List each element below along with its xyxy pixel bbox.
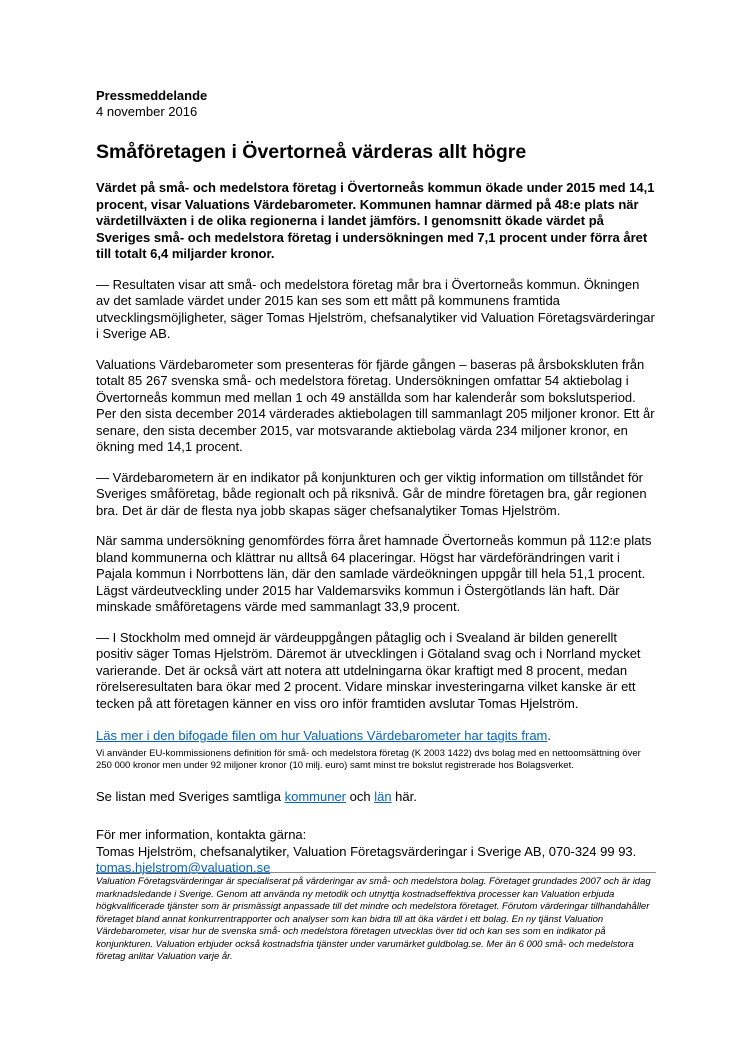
document-content — [96, 88, 656, 877]
paragraph-quote-1: — Resultaten visar att små- och medelstora företag mår bra i Övertorneås kommun. Ökningen av det samlade värdet under 2015 kan ses som ett mått på kommunens framtida utvecklingsmöjligheter, säger Tomas Hjelström, chefsanalytiker vid Valuation Företagsvärderingar i Sverige AB. — [96, 276, 655, 341]
counties-link[interactable]: län — [374, 788, 392, 804]
headline: Småföretagen i Övertorneå värderas allt högre — [96, 141, 527, 163]
paragraph-quote-3: — I Stockholm med omnejd är värdeuppgången påtaglig och i Svealand är bilden generellt positiv säger Tomas Hjelström. Däremot är utvecklingen i Götaland svag och i Norrland mycket varierande. Det är också värt att notera att utdelningarna ökar kraftigt med 8 procent, medan rörelseresultaten bara ökar med 2 procent. Vidare minskar investeringarna vilket kanske är ett tecken på att företagen känner en viss oro inför framtiden avslutar Tomas Hjelström. — [96, 629, 641, 711]
list-line-middle: och — [346, 788, 375, 804]
contact-block — [96, 827, 656, 877]
footer-divider — [96, 872, 656, 873]
list-line-prefix: Se listan med Sveriges samtliga — [96, 788, 285, 804]
footnote: Vi använder EU-kommissionens definition för små- och medelstora företag (K 2003 1422) dvs bolag med en nettoomsättning över 250 000 kronor men under 92 miljoner kronor (10 milj. euro) samt minst tre bokslut registrerade hos Bolagsverket. — [96, 747, 641, 771]
release-date: 4 november 2016 — [96, 104, 198, 119]
municipalities-link[interactable]: kommuner — [284, 788, 347, 804]
company-boilerplate: Valuation Företagsvärderingar är specialiserat på värderingar av små- och medelstora bolag. Företaget grundades 2007 och är idag marknadsledande i Sverige. Genom att använda ny metodik och utnyttja kostnadseffektiva processer kan Valuation erbjuda högkvalificerade tjänster som är prismässigt anpassade till det mindre och medelstora företaget. Förutom värderingar tillhandahåller företaget bland annat konkurrentrapporter och analyser som kan bidra till att öka värdet i ett bolag. En ny tjänst Valuation Värdebarometer, visar hur de svenska små- och medelstora företagen utvecklas över tid och kan ses som en indikator på konjunkturen. Valuation erbjuder också kostnadsfria tjänster under varumärket guldbolag.se. Mer än 6 000 små- och medelstora företag anlitar Valuation varje år. — [96, 876, 651, 962]
read-more-period: . — [547, 728, 552, 743]
contact-intro: För mer information, kontakta gärna: — [96, 827, 307, 842]
list-line-suffix: här. — [391, 788, 417, 804]
list-line — [96, 789, 656, 806]
read-more-link[interactable]: Läs mer i den bifogade filen om hur Valuations Värdebarometer har tagits fram — [96, 728, 548, 743]
paragraph-ranking: När samma undersökning genomfördes förra året hamnade Övertorneås kommun på 112:e plats bland kommunerna och klättrar nu alltså 64 placeringar. Högst har värdeförändringen varit i Pajala kommun i Norrbottens län, där den samlade värdeökningen uppgår till hela 51,1 procent. Lägst värdeutveckling under 2015 har Valdemarsviks kommun i Östergötlands län haft. Där minskade småföretagens värde med sammanlagt 33,9 procent. — [96, 533, 652, 614]
read-more-line — [96, 728, 656, 745]
contact-person: Tomas Hjelström, chefsanalytiker, Valuation Företagsvärderingar i Sverige AB, 070-324 99 93. — [96, 843, 637, 859]
press-release-label: Pressmeddelande — [96, 88, 208, 103]
lead-paragraph: Värdet på små- och medelstora företag i Övertorneås kommun ökade under 2015 med 14,1 procent, visar Valuations Värdebarometer. Kommunen hamnar därmed på 48:e plats när värdetillväxten i de olika regionerna i landet jämförs. I genomsnitt ökade värdet på Sveriges små- och medelstora företag i undersökningen med 7,1 procent under förra året till totalt 6,4 miljarder kronor. — [96, 180, 655, 261]
paragraph-quote-2: — Värdebarometern är en indikator på konjunkturen och ger viktig information om tillståndet för Sveriges småföretag, både regionalt och på riksnivå. Går de mindre företagen bra, går regionen bra. Det är där de flesta nya jobb skapas säger chefsanalytiker Tomas Hjelström. — [96, 469, 647, 518]
contact-email-link[interactable]: tomas.hjelstrom@valuation.se — [96, 860, 271, 875]
paragraph-barometer: Valuations Värdebarometer som presenteras för fjärde gången – baseras på årsbokskluten från totalt 85 267 svenska små- och medelstora företag. Undersökningen omfattar 54 aktiebolag i Övertorneås kommun med mellan 1 och 49 anställda som har kalenderår som bokslutsperiod. Per den sista december 2014 värderades aktiebolagen till sammanlagt 205 miljoner kronor. Ett år senare, den sista december 2015, var motsvarande aktiebolag värda 234 miljoner kronor, en ökning med 14,1 procent. — [96, 356, 655, 454]
